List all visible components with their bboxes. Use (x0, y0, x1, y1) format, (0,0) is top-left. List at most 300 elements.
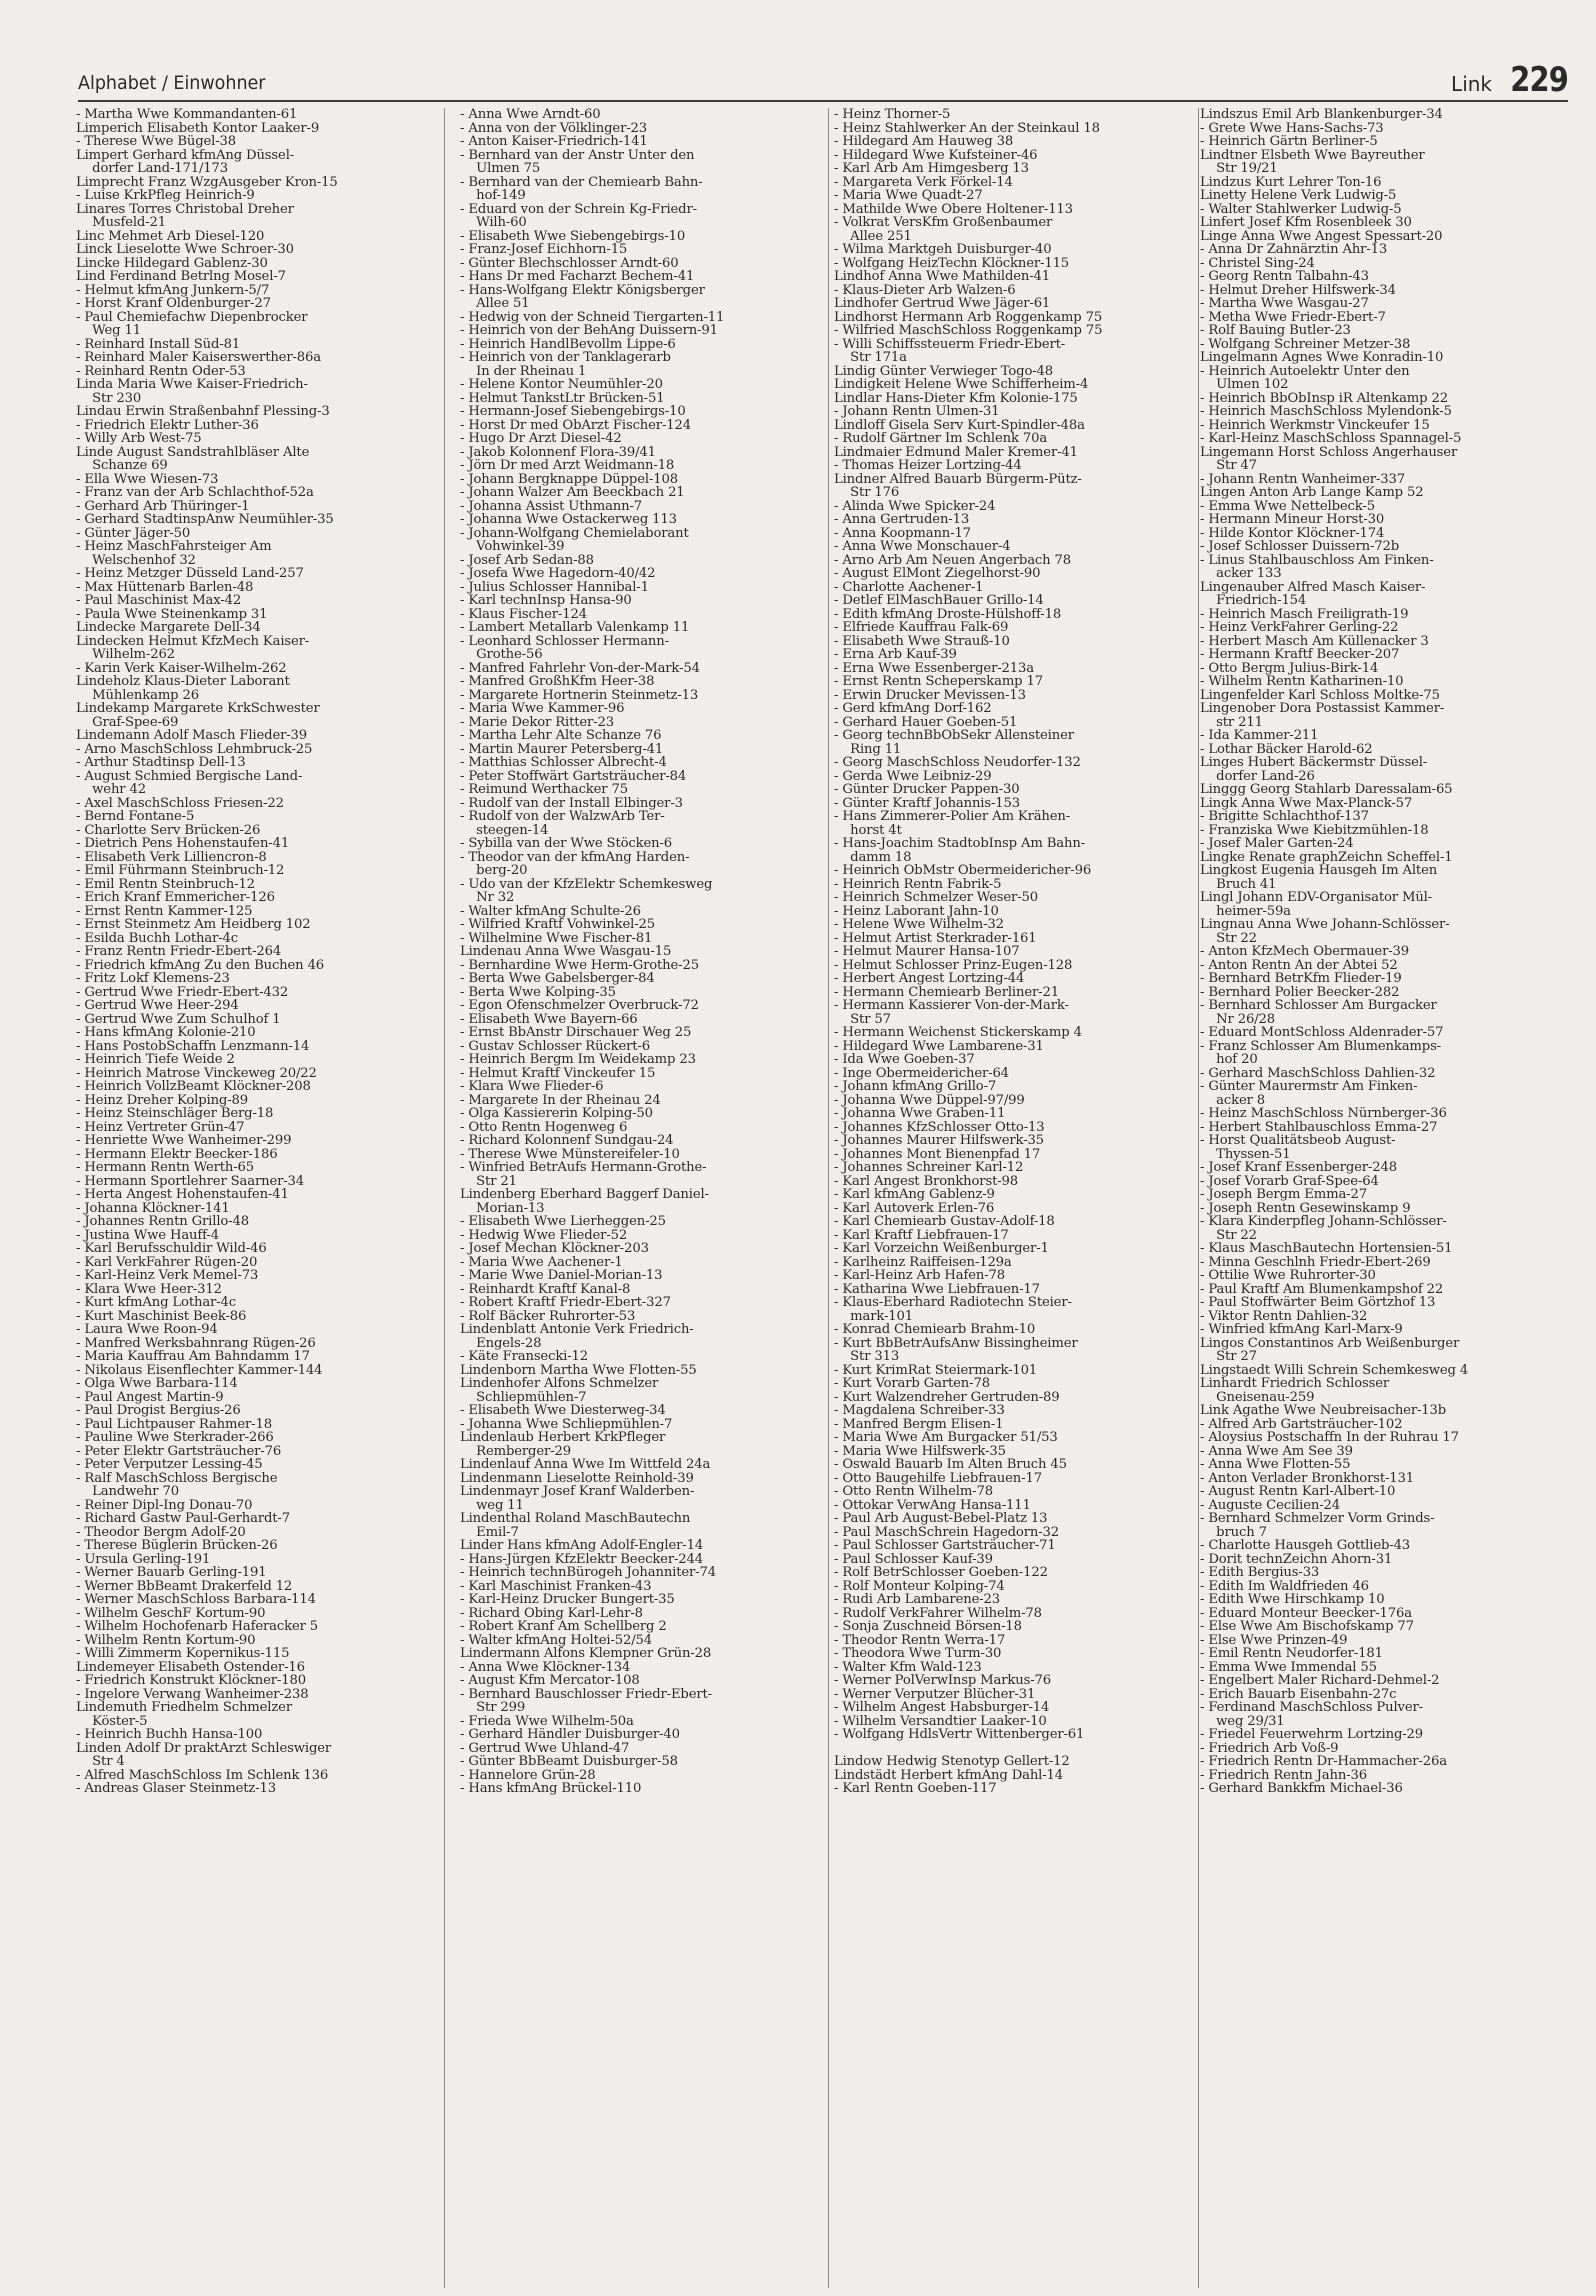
directory-entry: - Esilda Buchh Lothar-4c (76, 931, 239, 945)
directory-entry: - Eduard von der Schrein Kg-Friedr- (460, 202, 697, 216)
directory-entry: Linden Adolf Dr praktArzt Schleswiger (76, 1741, 332, 1755)
directory-entry: Lindenhofer Alfons Schmelzer (460, 1377, 659, 1391)
directory-entry: - Paul Schlosser Kauf-39 (834, 1552, 993, 1566)
directory-entry: - Lambert Metallarb Valenkamp 11 (460, 621, 690, 635)
directory-entry: - Elisabeth Wwe Lierheggen-25 (460, 1215, 666, 1229)
directory-entry: - Walter Kfm Wald-123 (834, 1660, 982, 1674)
directory-entry: - Hermann Elektr Beecker-186 (76, 1147, 278, 1161)
directory-entry: - Kurt kfmAng Lothar-4c (76, 1296, 236, 1310)
directory-entry: - Erna Wwe Essenberger-213a (834, 661, 1034, 675)
directory-entry: - Heinz VerkFahrer Gerling-22 (1200, 621, 1399, 635)
directory-entry: - Gertrud Wwe Friedr-Ebert-432 (76, 985, 289, 999)
directory-entry: - Hermann Chemiearb Berliner-21 (834, 985, 1059, 999)
directory-entry: - Charlotte Aachener-1 (834, 580, 984, 594)
directory-entry: - Manfred Bergm Elisen-1 (834, 1417, 1004, 1431)
directory-entry: - Herbert Masch Am Küllenacker 3 (1200, 634, 1429, 648)
directory-entry: - Heinz Steinschläger Berg-18 (76, 1107, 274, 1121)
directory-entry: - Werner BbBeamt Drakerfeld 12 (76, 1579, 293, 1593)
directory-entry: - Karl-Heinz Arb Hafen-78 (834, 1269, 1005, 1283)
directory-entry: Linges Hubert Bäckermstr Düssel- (1200, 756, 1428, 770)
directory-entry: - Anton Kaiser-Friedrich-141 (460, 135, 648, 149)
directory-entry: - Elisabeth Wwe Diesterweg-34 (460, 1404, 666, 1418)
directory-entry: - Karl technInsp Hansa-90 (460, 594, 632, 608)
directory-entry: - Ferdinand MaschSchloss Pulver- (1200, 1701, 1423, 1715)
directory-entry: - Martin Maurer Petersberg-41 (460, 742, 664, 756)
directory-entry: - Otto Bergm Julius-Birk-14 (1200, 661, 1379, 675)
directory-entry (834, 1742, 1194, 1756)
directory-entry: - Johann Walzer Am Beeckbach 21 (460, 486, 685, 500)
directory-entry: - Friedrich Rentn Jahn-36 (1200, 1768, 1367, 1782)
directory-entry: - Erich Kranf Emmericher-126 (76, 891, 275, 905)
directory-entry: - Günter Blechschlosser Arndt-60 (460, 256, 679, 270)
directory-entry: Linck Lieselotte Wwe Schroer-30 (76, 243, 294, 257)
directory-entry: - Friedrich Arb Voß-9 (1200, 1741, 1339, 1755)
directory-entry: - Karl Kraftf Liebfrauen-17 (834, 1228, 1009, 1242)
directory-entry: - Heinrich Werkmstr Vinckeufer 15 (1200, 418, 1430, 432)
directory-entry: - Wolfgang Schreiner Metzer-38 (1200, 337, 1411, 351)
directory-entry: - Johannes Mont Bienenpfad 17 (834, 1147, 1041, 1161)
directory-entry: - Matthias Schlosser Albrecht-4 (460, 756, 667, 770)
directory-entry: - Georg technBbObSekr Allensteiner (834, 729, 1074, 743)
directory-entry: Lindenau Anna Wwe Wasgau-15 (460, 945, 672, 959)
directory-entry: - Ernst Rentn Scheperskamp 17 (834, 675, 1044, 689)
directory-entry: - Andreas Glaser Steinmetz-13 (76, 1782, 277, 1796)
directory-entry: Lingenfelder Karl Schloss Moltke-75 (1200, 688, 1440, 702)
directory-entry: - Martha Lehr Alte Schanze 76 (460, 729, 662, 743)
directory-entry: Welschenhof 32 (76, 553, 196, 567)
directory-entry: Lindzus Kurt Lehrer Ton-16 (1200, 175, 1382, 189)
directory-entry: Lindau Erwin Straßenbahnf Plessing-3 (76, 405, 330, 419)
directory-entry: - Heinrich HandlBevollm Lippe-6 (460, 337, 676, 351)
directory-entry: Lindermann Alfons Klempner Grün-28 (460, 1647, 712, 1661)
directory-entry: - Karl Vorzeichn Weißenburger-1 (834, 1242, 1049, 1256)
column-2 (460, 108, 820, 2288)
column-1 (76, 108, 436, 2288)
directory-entry: - Maria Wwe Quadt-27 (834, 189, 983, 203)
directory-entry: - Wilfried Kraftf Vohwinkel-25 (460, 918, 656, 932)
directory-entry: - Richard Gastw Paul-Gerhardt-7 (76, 1512, 290, 1526)
directory-entry: - Luise KrkPfleg Heinrich-9 (76, 189, 255, 203)
directory-entry: - Heinrich MaschSchloss Mylendonk-5 (1200, 405, 1452, 419)
directory-entry: - Klara Wwe Heer-312 (76, 1282, 222, 1296)
directory-entry: - Henriette Wwe Wanheimer-299 (76, 1134, 292, 1148)
directory-entry: - Herta Angest Hohenstaufen-41 (76, 1188, 289, 1202)
directory-entry: - Heinrich Tiefe Weide 2 (76, 1053, 235, 1067)
directory-entry: Lindmaier Edmund Maler Kremer-41 (834, 445, 1078, 459)
directory-entry: - Dorit technZeichn Ahorn-31 (1200, 1552, 1393, 1566)
directory-entry: Linares Torres Christobal Dreher (76, 202, 294, 216)
directory-entry: Lingemann Horst Schloss Angerhauser (1200, 445, 1458, 459)
directory-entry: - Hildegard Am Hauweg 38 (834, 135, 1014, 149)
directory-entry: - Fritz Lokf Klemens-23 (76, 972, 230, 986)
directory-entry: Limperich Elisabeth Kontor Laaker-9 (76, 121, 320, 135)
directory-entry: - Anna Gertruden-13 (834, 513, 970, 527)
directory-entry: - Reiner Dipl-Ing Donau-70 (76, 1498, 253, 1512)
directory-entry: - Paul MaschSchrein Hagedorn-32 (834, 1525, 1060, 1539)
directory-entry: - Josef Maler Garten-24 (1200, 837, 1354, 851)
directory-entry: - Joseph Bergm Emma-27 (1200, 1188, 1367, 1202)
directory-entry: - Arno Arb Am Neuen Angerbach 78 (834, 553, 1072, 567)
directory-entry: Str 22 (1200, 1228, 1257, 1242)
directory-entry: - Klara Kinderpfleg Johann-Schlösser- (1200, 1215, 1447, 1229)
directory-entry: - Martha Wwe Kommandanten-61 (76, 108, 298, 122)
directory-entry: Lindlar Hans-Dieter Kfm Kolonie-175 (834, 391, 1078, 405)
directory-entry: - Paul Drogist Bergius-26 (76, 1404, 241, 1418)
directory-entry: Weg 11 (76, 324, 141, 338)
directory-entry: - Sybilla van der Wwe Stöcken-6 (460, 837, 673, 851)
directory-entry: Graf-Spee-69 (76, 715, 179, 729)
directory-entry: - Franziska Wwe Kiebitzmühlen-18 (1200, 823, 1429, 837)
directory-entry: Limpert Gerhard kfmAng Düssel- (76, 148, 295, 162)
directory-entry: - Maria Wwe Am Burgacker 51/53 (834, 1431, 1058, 1445)
directory-entry: bruch 7 (1200, 1525, 1267, 1539)
directory-entry: - Heinz MaschSchloss Nürnberger-36 (1200, 1107, 1447, 1121)
directory-entry: - Heinrich Buchh Hansa-100 (76, 1728, 263, 1742)
directory-entry: - Wilma Marktgeh Duisburger-40 (834, 243, 1052, 257)
directory-entry: - Hedwig von der Schneid Tiergarten-11 (460, 310, 725, 324)
directory-entry: - Magdalena Schreiber-33 (834, 1404, 1005, 1418)
directory-entry: - Hermann Weichenst Stickerskamp 4 (834, 1026, 1082, 1040)
directory-entry: Str 171a (834, 351, 907, 365)
directory-entry: - Johanna Wwe Ostackerweg 113 (460, 513, 677, 527)
directory-entry: - Margarete In der Rheinau 24 (460, 1093, 661, 1107)
directory-entry: - Ursula Gerling-191 (76, 1552, 211, 1566)
directory-entry: Wilh-60 (460, 216, 527, 230)
directory-entry: Linetty Helene Verk Ludwig-5 (1200, 189, 1397, 203)
directory-entry: - Emma Wwe Nettelbeck-5 (1200, 499, 1375, 513)
directory-entry: - Paul Angest Martin-9 (76, 1390, 224, 1404)
directory-entry: - Berta Wwe Kolping-35 (460, 985, 616, 999)
directory-entry: - Bernhard Schlosser Am Burgacker (1200, 999, 1437, 1013)
directory-entry: - Käte Fransecki-12 (460, 1350, 589, 1364)
directory-entry: Lindhorst Hermann Arb Roggenkamp 75 (834, 310, 1103, 324)
directory-entry: - Anna von der Völklinger-23 (460, 121, 648, 135)
directory-entry: Lindenmann Lieselotte Reinhold-39 (460, 1471, 694, 1485)
directory-entry: - Heinz Metzger Düsseld Land-257 (76, 567, 304, 581)
directory-entry: - Axel MaschSchloss Friesen-22 (76, 796, 284, 810)
directory-entry: - Klaus-Eberhard Radiotechn Steier- (834, 1296, 1072, 1310)
column-4 (1200, 108, 1560, 2288)
directory-entry: str 211 (1200, 715, 1263, 729)
directory-entry: Lincke Hildegard Gablenz-30 (76, 256, 268, 270)
directory-entry: - Friedrich Elektr Luther-36 (76, 418, 259, 432)
directory-entry: - Karl-Heinz Drucker Bungert-35 (460, 1593, 675, 1607)
directory-entry: Lingelmann Agnes Wwe Konradin-10 (1200, 351, 1444, 365)
directory-entry: - Gertrud Wwe Heer-294 (76, 999, 239, 1013)
directory-entry: Engels-28 (460, 1336, 542, 1350)
directory-entry: - Karl-Heinz MaschSchloss Spannagel-5 (1200, 432, 1462, 446)
directory-entry: - Hans kfmAng Brückel-110 (460, 1782, 642, 1796)
directory-entry: Lindenlauf Anna Wwe Im Wittfeld 24a (460, 1458, 711, 1472)
directory-entry: - Rolf Bäcker Ruhrorter-53 (460, 1309, 636, 1323)
directory-entry: - Alfred MaschSchloss Im Schlenk 136 (76, 1768, 329, 1782)
directory-entry: - Johanna Wwe Schliepmühlen-7 (460, 1417, 673, 1431)
directory-entry: - Edith Im Waldfrieden 46 (1200, 1579, 1369, 1593)
directory-entry: - Egon Ofenschmelzer Overbruck-72 (460, 999, 699, 1013)
directory-entry: - Klaus-Dieter Arb Walzen-6 (834, 283, 1016, 297)
directory-entry: Remberger-29 (460, 1444, 571, 1458)
directory-entry: - Johannes KfzSchlosser Otto-13 (834, 1120, 1045, 1134)
directory-entry: - Josef Schlosser Duissern-72b (1200, 540, 1400, 554)
directory-entry: - Bernd Fontane-5 (76, 810, 195, 824)
directory-entry: - Paul Schlosser Gartsträucher-71 (834, 1539, 1056, 1553)
directory-entry: - Hermann Mineur Horst-30 (1200, 513, 1385, 527)
directory-entry: - Heinz Vertreter Grün-47 (76, 1120, 245, 1134)
directory-entry: - Johanna Assist Uthmann-7 (460, 499, 643, 513)
directory-entry: - Heinrich Autoelektr Unter den (1200, 364, 1410, 378)
directory-entry: - Rudolf VerkFahrer Wilhelm-78 (834, 1606, 1042, 1620)
directory-entry: - Friedrich kfmAng Zu den Buchen 46 (76, 958, 325, 972)
directory-entry: damm 18 (834, 850, 912, 864)
directory-entry: - Richard Obing Karl-Lehr-8 (460, 1606, 643, 1620)
directory-entry: - Emma Wwe Immendal 55 (1200, 1660, 1377, 1674)
directory-entry: - Paul Chemiefachw Diepenbrocker (76, 310, 308, 324)
directory-entry: - Peter Stoffwärt Gartsträucher-84 (460, 769, 687, 783)
directory-entry: - Werner Verputzer Blücher-31 (834, 1687, 1036, 1701)
directory-entry: - Karl Autoverk Erlen-76 (834, 1201, 995, 1215)
directory-entry: - Christel Sing-24 (1200, 256, 1315, 270)
directory-entry: Lindszus Emil Arb Blankenburger-34 (1200, 108, 1443, 122)
directory-entry: Gneisenau-259 (1200, 1390, 1315, 1404)
directory-entry: - Gerda Wwe Leibniz-29 (834, 769, 992, 783)
directory-entry: - Eduard MontSchloss Aldenrader-57 (1200, 1026, 1444, 1040)
directory-entry: - Maria Kauffrau Am Bahndamm 17 (76, 1350, 310, 1364)
directory-entry: Lingke Renate graphZeichn Scheffel-1 (1200, 850, 1453, 864)
directory-entry: horst 4t (834, 823, 902, 837)
directory-entry: - Elisabeth Wwe Siebengebirgs-10 (460, 229, 686, 243)
directory-entry: - Heinrich von der Tanklagerarb (460, 351, 671, 365)
directory-entry: - Klaus Fischer-124 (460, 607, 587, 621)
directory-entry: - Kurt KrimRat Steiermark-101 (834, 1363, 1038, 1377)
directory-entry: - Reimund Werthacker 75 (460, 783, 628, 797)
directory-entry: - Leonhard Schlosser Hermann- (460, 634, 669, 648)
directory-entry: - Rudolf von der WalzwArb Ter- (460, 810, 665, 824)
directory-entry: Str 176 (834, 486, 900, 500)
directory-entry: - Thomas Heizer Lortzing-44 (834, 459, 1022, 473)
directory-entry: Lindow Hedwig Stenotyp Gellert-12 (834, 1755, 1070, 1769)
directory-entry: - Gustav Schlosser Rückert-6 (460, 1039, 651, 1053)
directory-entry: - Berta Wwe Gabelsberger-84 (460, 972, 655, 986)
directory-entry: acker 8 (1200, 1093, 1266, 1107)
directory-entry: dorfer Land-26 (1200, 769, 1315, 783)
directory-entry: - August Rentn Karl-Albert-10 (1200, 1485, 1396, 1499)
directory-entry: - Elisabeth Verk Lilliencron-8 (76, 850, 267, 864)
directory-entry: wehr 42 (76, 783, 146, 797)
directory-entry: - Günter Maurermstr Am Finken- (1200, 1080, 1418, 1094)
directory-entry: Friedrich-154 (1200, 594, 1307, 608)
directory-entry: dorfer Land-171/173 (76, 162, 228, 176)
directory-entry: - Wilfried MaschSchloss Roggenkamp 75 (834, 324, 1103, 338)
directory-entry: - Johann-Wolfgang Chemielaborant (460, 526, 689, 540)
directory-entry: - Gertrud Wwe Zum Schulhof 1 (76, 1012, 281, 1026)
directory-entry: - Heinz MaschFahrsteiger Am (76, 540, 272, 554)
directory-entry: Lindhofer Gertrud Wwe Jäger-61 (834, 297, 1051, 311)
directory-entry: - Paul Kraftf Am Blumenkampshof 22 (1200, 1282, 1444, 1296)
directory-entry: - Charlotte Serv Brücken-26 (76, 823, 261, 837)
directory-entry: - Johanna Klöckner-141 (76, 1201, 230, 1215)
directory-entry: - Volkrat VersKfm Großenbaumer (834, 216, 1053, 230)
directory-entry: - Theodor van der kfmAng Harden- (460, 850, 690, 864)
directory-entry: - Bernhard Polier Beecker-282 (1200, 985, 1400, 999)
directory-entry: Emil-7 (460, 1525, 519, 1539)
directory-entry: - Helmut Maurer Hansa-107 (834, 945, 1020, 959)
directory-entry: - Jakob Kolonnenf Flora-39/41 (460, 445, 656, 459)
directory-entry: - Paul Stoffwärter Beim Görtzhof 13 (1200, 1296, 1436, 1310)
directory-entry: - Elisabeth Wwe Bayern-66 (460, 1012, 638, 1026)
directory-entry: - Kurt Maschinist Beek-86 (76, 1309, 247, 1323)
directory-entry: - Ernst Steinmetz Am Heidberg 102 (76, 918, 311, 932)
directory-entry: Lindemann Adolf Masch Flieder-39 (76, 729, 308, 743)
directory-entry: Lindstädt Herbert kfmAng Dahl-14 (834, 1768, 1064, 1782)
directory-entry: - Gerd kfmAng Dorf-162 (834, 702, 992, 716)
directory-entry: Lindhof Anna Wwe Mathilden-41 (834, 270, 1051, 284)
directory-entry: - Maria Wwe Hilfswerk-35 (834, 1444, 1006, 1458)
directory-entry: - Erna Arb Kauf-39 (834, 648, 957, 662)
directory-entry: Musfeld-21 (76, 216, 167, 230)
directory-entry: - Paula Wwe Steinenkamp 31 (76, 607, 268, 621)
directory-entry: Lindigkeit Helene Wwe Schifferheim-4 (834, 378, 1089, 392)
directory-entry: - Helmut Dreher Hilfswerk-34 (1200, 283, 1396, 297)
directory-entry: - Josef Arb Sedan-88 (460, 553, 594, 567)
directory-entry: - Heinz Thorner-5 (834, 108, 951, 122)
directory-entry: - Wilhelm Angest Habsburger-14 (834, 1701, 1050, 1715)
directory-entry: Landwehr 70 (76, 1485, 179, 1499)
directory-entry: - Otto Rentn Wilhelm-78 (834, 1485, 993, 1499)
page-number: 229 (1510, 60, 1568, 100)
directory-entry: - Winfried BetrAufs Hermann-Grothe- (460, 1161, 707, 1175)
directory-entry: - Josefa Wwe Hagedorn-40/42 (460, 567, 656, 581)
directory-entry: hof 20 (1200, 1053, 1258, 1067)
directory-entry: - Heinrich Bergm Im Weidekamp 23 (460, 1053, 696, 1067)
column-divider (444, 108, 445, 2288)
directory-columns (76, 108, 1572, 2288)
directory-entry: - Olga Kassiererin Kolping-50 (460, 1107, 653, 1121)
directory-entry: Linhardt Friedrich Schlosser (1200, 1377, 1390, 1391)
directory-entry: Ulmen 102 (1200, 378, 1289, 392)
directory-entry: - Reinhard Maler Kaiserswerther-86a (76, 351, 321, 365)
directory-entry: - Gerhard StadtinspAnw Neumühler-35 (76, 513, 334, 527)
directory-entry: - Hugo Dr Arzt Diesel-42 (460, 432, 622, 446)
directory-entry: Linda Maria Wwe Kaiser-Friedrich- (76, 378, 308, 392)
directory-entry: Allee 251 (834, 229, 912, 243)
directory-entry: - Franz Schlosser Am Blumenkamps- (1200, 1039, 1442, 1053)
directory-entry: - Hans PostobSchaffn Lenzmann-14 (76, 1039, 310, 1053)
directory-entry: Linde August Sandstrahlbläser Alte (76, 445, 310, 459)
directory-entry: heimer-59a (1200, 904, 1291, 918)
directory-entry: Mühlenkamp 26 (76, 688, 199, 702)
directory-entry: - Wilhelm Versandtier Laaker-10 (834, 1714, 1047, 1728)
directory-entry: - Gerhard Bankkfm Michael-36 (1200, 1782, 1403, 1796)
directory-entry: - Helmut Schlosser Prinz-Eugen-128 (834, 958, 1073, 972)
directory-entry: - August Schmied Bergische Land- (76, 769, 303, 783)
directory-entry: - Ida Kammer-211 (1200, 729, 1319, 743)
directory-entry: - Anton Rentn An der Abtei 52 (1200, 958, 1398, 972)
directory-entry: - Hannelore Grün-28 (460, 1768, 596, 1782)
directory-entry: - Richard Kolonnenf Sundgau-24 (460, 1134, 674, 1148)
directory-entry: - Günter Drucker Pappen-30 (834, 783, 1020, 797)
directory-entry: - Therese Büglerin Brücken-26 (76, 1539, 278, 1553)
directory-entry: hof-149 (460, 189, 526, 203)
directory-entry: - Anna Wwe Klöckner-134 (460, 1660, 631, 1674)
directory-entry: - Wilhelm Rentn Katharinen-10 (1200, 675, 1404, 689)
directory-entry: - Arno MaschSchloss Lehmbruck-25 (76, 742, 313, 756)
directory-entry: - Bernhard Bauschlosser Friedr-Ebert- (460, 1687, 712, 1701)
directory-entry: - Heinrich ObMstr Obermeidericher-96 (834, 864, 1092, 878)
directory-entry: - Wolfgang HeizTechn Klöckner-115 (834, 256, 1070, 270)
directory-entry: - Heinrich von der BehAng Duissern-91 (460, 324, 718, 338)
directory-entry: - Johanna Wwe Graben-11 (834, 1107, 1006, 1121)
directory-entry: - Johannes Maurer Hilfswerk-35 (834, 1134, 1044, 1148)
directory-entry: - Günter Kraftf Johannis-153 (834, 796, 1021, 810)
directory-entry: - Helene Wwe Wilhelm-32 (834, 918, 1004, 932)
directory-entry: - Ernst Rentn Kammer-125 (76, 904, 253, 918)
directory-entry: - Julius Schlosser Hannibal-1 (460, 580, 649, 594)
directory-entry: - Friedrich Konstrukt Klöckner-180 (76, 1674, 306, 1688)
column-divider (828, 108, 829, 2288)
directory-entry: - Engelbert Maler Richard-Dehmel-2 (1200, 1674, 1440, 1688)
directory-entry: - Ella Wwe Wiesen-73 (76, 472, 219, 486)
directory-entry: - Paul Lichtpauser Rahmer-18 (76, 1417, 272, 1431)
directory-entry: - Anton KfzMech Obermauer-39 (1200, 945, 1410, 959)
directory-entry: - Hans-Wolfgang Elektr Königsberger (460, 283, 705, 297)
directory-entry: - Franz van der Arb Schlachthof-52a (76, 486, 314, 500)
directory-entry: - Margareta Verk Förkel-14 (834, 175, 1013, 189)
directory-entry: - Winfried kfmAng Karl-Marx-9 (1200, 1323, 1403, 1337)
directory-entry: - Anna Dr Zahnärztin Ahr-13 (1200, 243, 1388, 257)
directory-entry: - Oswald Bauarb Im Alten Bruch 45 (834, 1458, 1067, 1472)
directory-entry: Str 22 (1200, 931, 1257, 945)
directory-entry: Lindenthal Roland MaschBautechn (460, 1512, 691, 1526)
directory-entry: - Günter BbBeamt Duisburger-58 (460, 1755, 678, 1769)
directory-entry: - Hans-Jürgen KfzElektr Beecker-244 (460, 1552, 704, 1566)
directory-entry: - Heinrich technBürogeh Johanniter-74 (460, 1566, 716, 1580)
directory-entry: - Hildegard Wwe Kufsteiner-46 (834, 148, 1038, 162)
directory-entry: - Johanna Wwe Düppel-97/99 (834, 1093, 1025, 1107)
directory-entry: Lindig Günter Verwieger Togo-48 (834, 364, 1054, 378)
directory-entry: - Karl Chemiearb Gustav-Adolf-18 (834, 1215, 1055, 1229)
directory-entry: - Manfred GroßhKfm Heer-38 (460, 675, 655, 689)
directory-entry: - Edith Bergius-33 (1200, 1566, 1320, 1580)
directory-entry: - Kurt BbBetrAufsAnw Bissingheimer (834, 1336, 1078, 1350)
directory-entry: Lindecken Helmut KfzMech Kaiser- (76, 634, 310, 648)
directory-entry: - Ottilie Wwe Ruhrorter-30 (1200, 1269, 1376, 1283)
directory-entry: - Alfred Arb Gartsträucher-102 (1200, 1417, 1403, 1431)
directory-entry: - Robert Kraftf Friedr-Ebert-327 (460, 1296, 671, 1310)
directory-entry: - Heinrich Masch Freiligrath-19 (1200, 607, 1409, 621)
directory-entry: Wilhelm-262 (76, 648, 175, 662)
directory-entry: - Walter Stahlwerker Ludwig-5 (1200, 202, 1402, 216)
directory-entry: weg 11 (460, 1498, 524, 1512)
directory-entry: Str 19/21 (1200, 162, 1278, 176)
directory-entry: Lingl Johann EDV-Organisator Mül- (1200, 891, 1433, 905)
directory-entry: - Horst Kranf Oldenburger-27 (76, 297, 271, 311)
directory-entry: - Johann Rentn Ulmen-31 (834, 405, 1000, 419)
directory-entry: Lindecke Margarete Dell-34 (76, 621, 261, 635)
directory-entry: - Anna Wwe Am See 39 (1200, 1444, 1353, 1458)
directory-entry: - Anton Verlader Bronkhorst-131 (1200, 1471, 1415, 1485)
directory-entry: - Johann kfmAng Grillo-7 (834, 1080, 997, 1094)
directory-entry: - Reinhardt Kraftf Kanal-8 (460, 1282, 631, 1296)
directory-entry: - Franz-Josef Eichhorn-15 (460, 243, 628, 257)
directory-entry: - Walter kfmAng Holtei-52/54 (460, 1633, 653, 1647)
directory-entry: - Minna Geschlnh Friedr-Ebert-269 (1200, 1255, 1431, 1269)
directory-entry: - Paul Arb August-Bebel-Platz 13 (834, 1512, 1048, 1526)
directory-entry: - Heinrich Schmelzer Weser-50 (834, 891, 1038, 905)
directory-entry: - Bernhard Schmelzer Vorm Grinds- (1200, 1512, 1435, 1526)
directory-entry: - Gerhard Arb Thüringer-1 (76, 499, 250, 513)
directory-entry: Morian-13 (460, 1201, 545, 1215)
directory-entry: - Wilhelm Rentn Kortum-90 (76, 1633, 256, 1647)
